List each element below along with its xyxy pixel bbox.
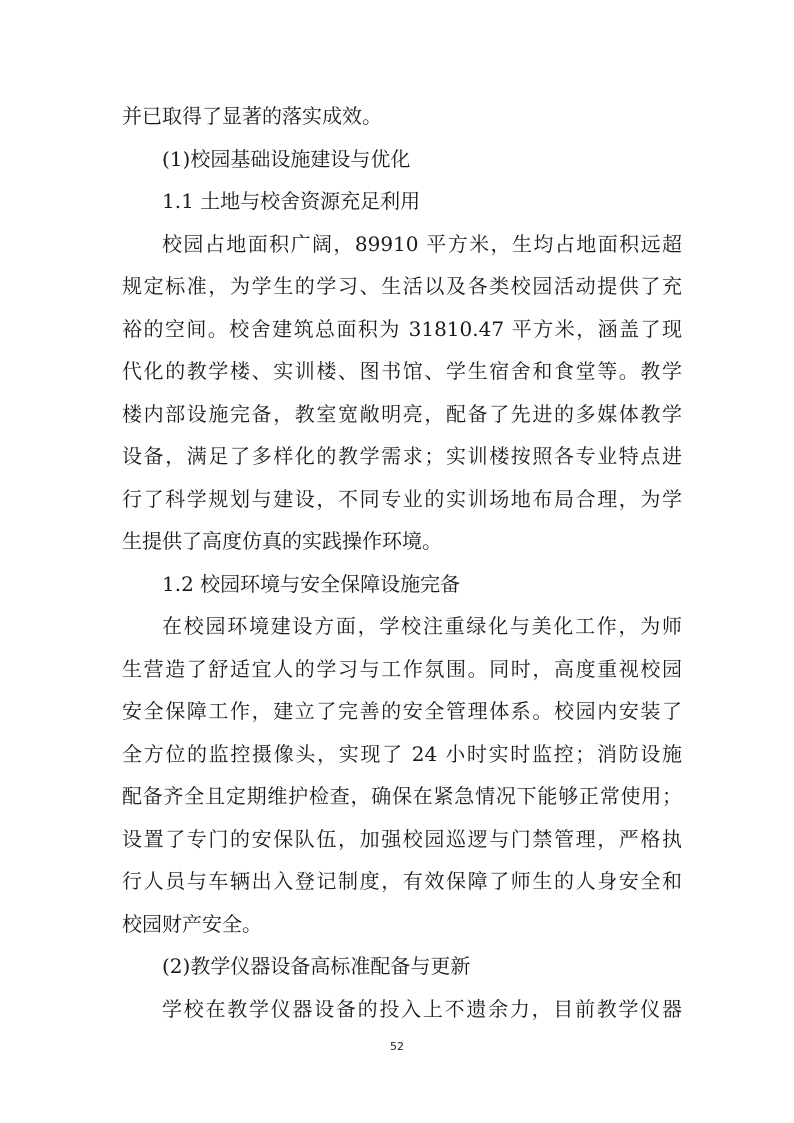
- paragraph-line: 设备，满足了多样化的教学需求；实训楼按照各专业特点进: [122, 444, 682, 468]
- paragraph-line: 全方位的监控摄像头，实现了 24 小时实时监控；消防设施: [122, 742, 682, 766]
- paragraph-line: 裕的空间。校舍建筑总面积为 31810.47 平方米，涵盖了现: [122, 317, 682, 341]
- paragraph-line: 校园占地面积广阔，89910 平方米，生均占地面积远超: [162, 232, 682, 256]
- subsection-heading: 1.2 校园环境与安全保障设施完备: [162, 572, 461, 596]
- paragraph-line: 楼内部设施完备，教室宽敞明亮，配备了先进的多媒体教学: [122, 402, 682, 426]
- paragraph-line: 并已取得了显著的落实成效。: [122, 104, 382, 128]
- paragraph-line: 在校园环境建设方面，学校注重绿化与美化工作，为师: [162, 614, 682, 638]
- paragraph-line: 生提供了高度仿真的实践操作环境。: [122, 529, 442, 553]
- section-heading: (1)校园基础设施建设与优化: [162, 147, 411, 171]
- paragraph-line: 代化的教学楼、实训楼、图书馆、学生宿舍和食堂等。教学: [122, 359, 682, 383]
- paragraph-line: 校园财产安全。: [122, 912, 262, 936]
- section-heading: (2)教学仪器设备高标准配备与更新: [162, 954, 471, 978]
- subsection-heading: 1.1 土地与校舍资源充足利用: [162, 189, 421, 213]
- paragraph-line: 配备齐全且定期维护检查，确保在紧急情况下能够正常使用；: [122, 784, 682, 808]
- paragraph-line: 规定标准，为学生的学习、生活以及各类校园活动提供了充: [122, 274, 682, 298]
- paragraph-line: 学校在教学仪器设备的投入上不遗余力，目前教学仪器: [162, 997, 682, 1021]
- paragraph-line: 行了科学规划与建设，不同专业的实训场地布局合理，为学: [122, 487, 682, 511]
- page-number: 52: [390, 1040, 404, 1053]
- paragraph-line: 行人员与车辆出入登记制度，有效保障了师生的人身安全和: [122, 869, 682, 893]
- paragraph-line: 安全保障工作，建立了完善的安全管理体系。校园内安装了: [122, 699, 682, 723]
- paragraph-line: 设置了专门的安保队伍，加强校园巡逻与门禁管理，严格执: [122, 827, 682, 851]
- paragraph-line: 生营造了舒适宜人的学习与工作氛围。同时，高度重视校园: [122, 657, 682, 681]
